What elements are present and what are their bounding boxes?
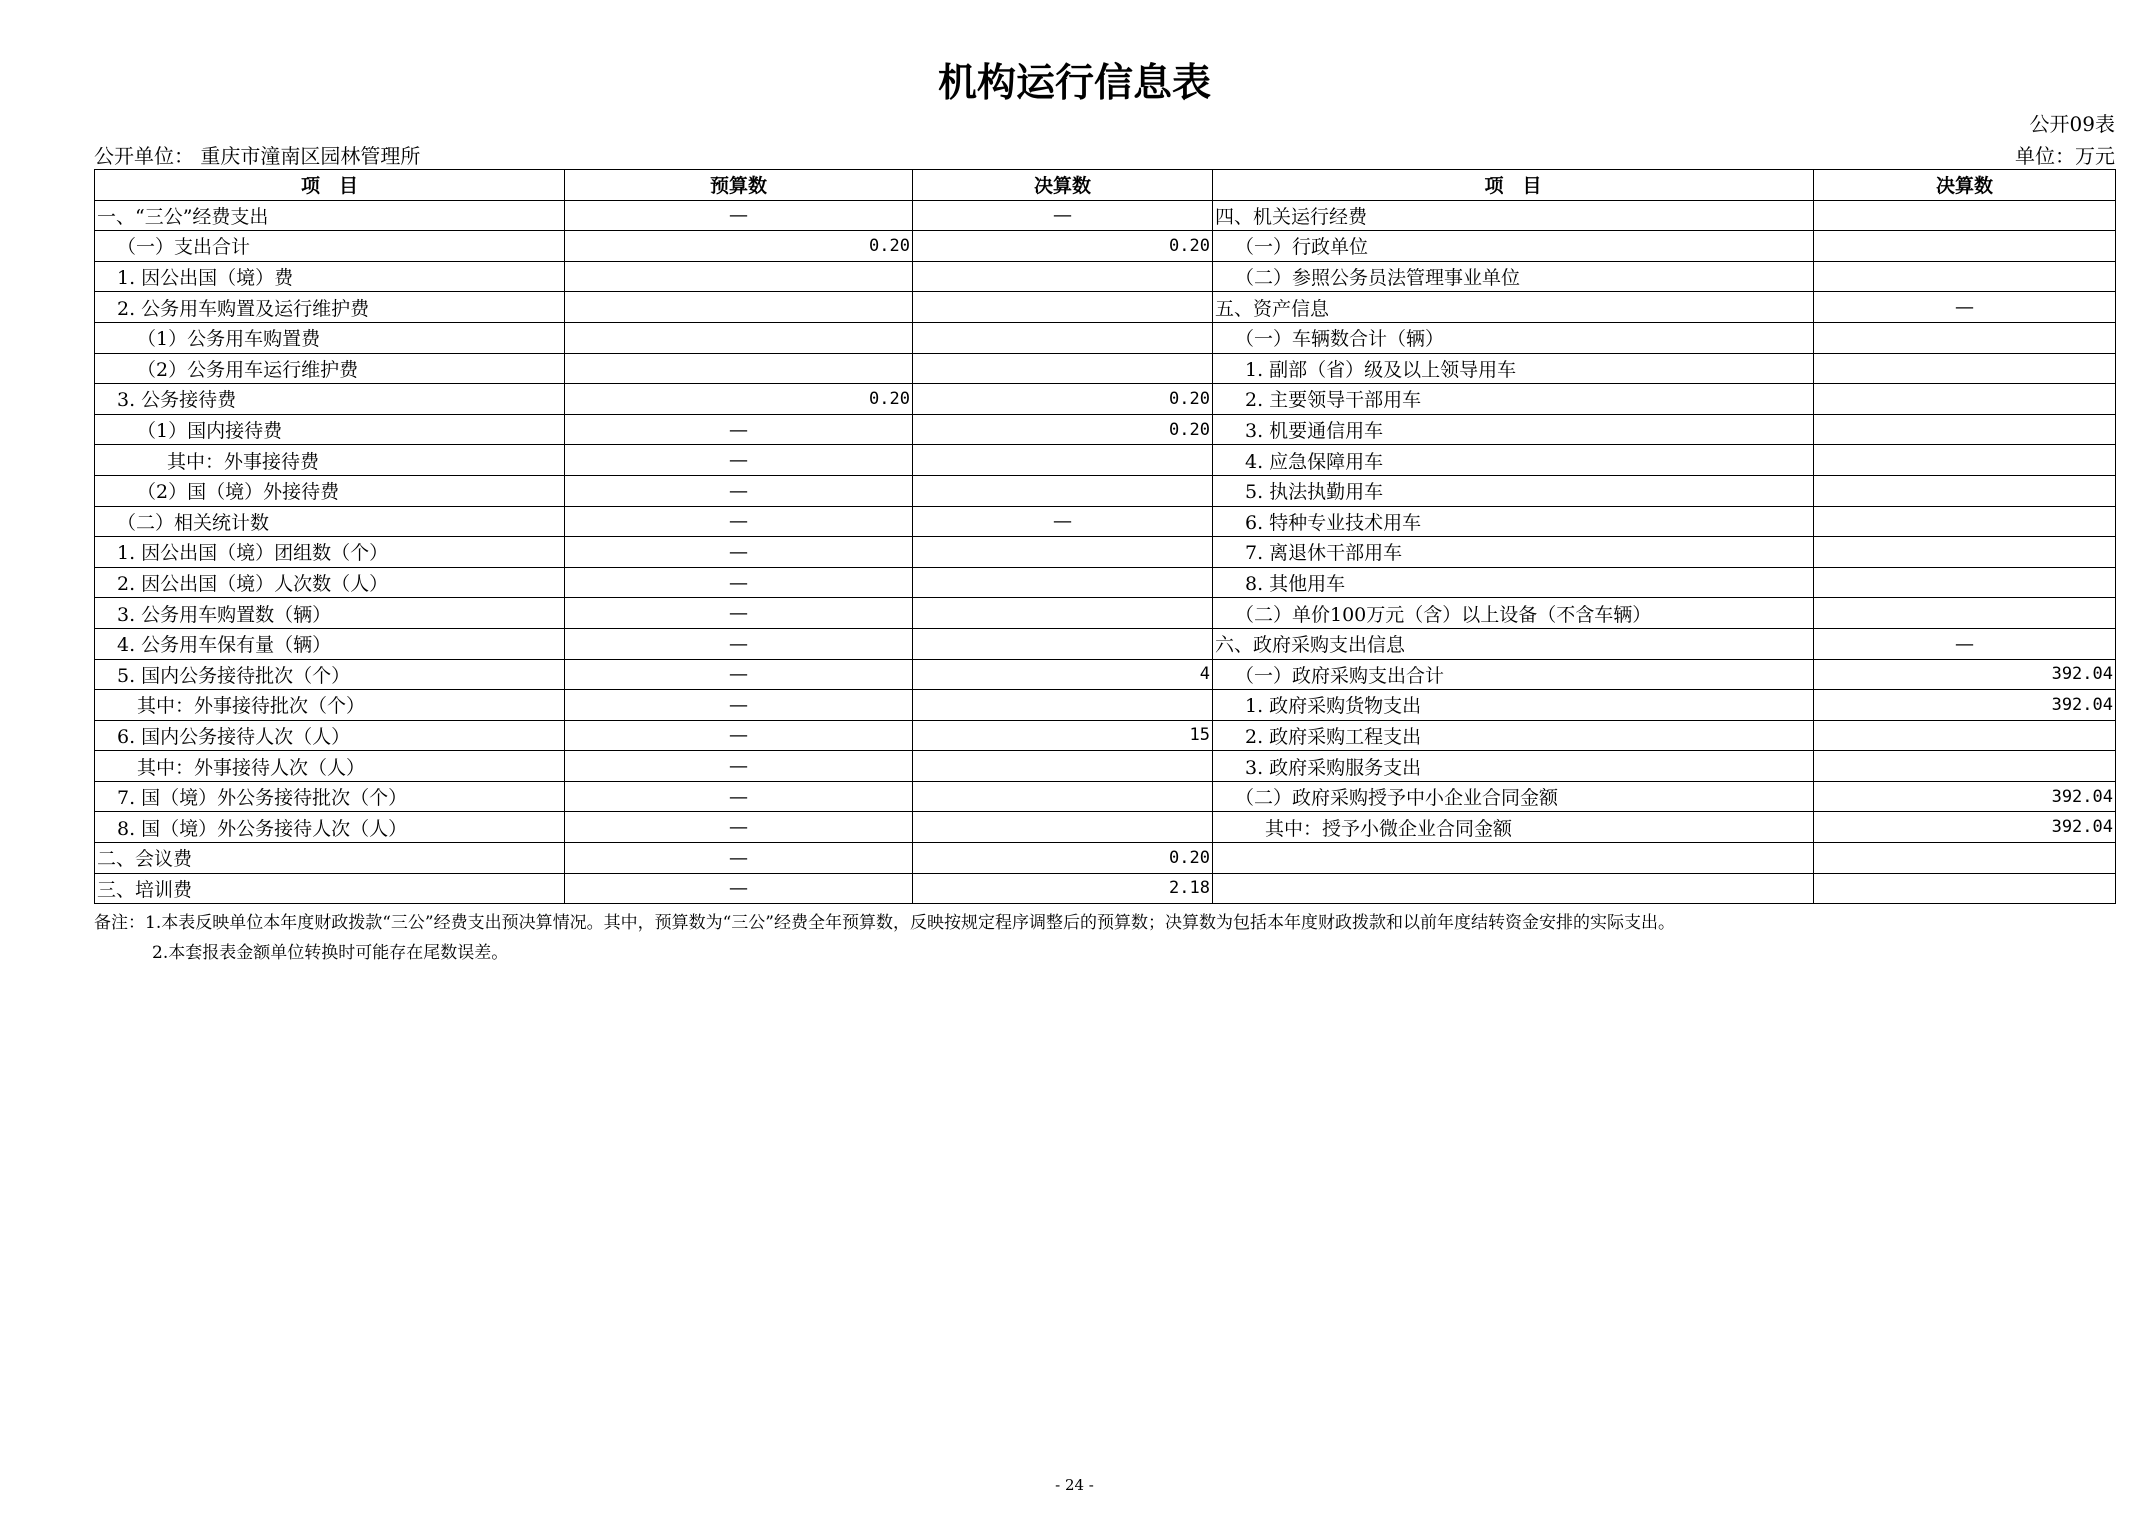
item-left-cell: 5. 国内公务接待批次（个） xyxy=(95,659,565,690)
final-right-cell xyxy=(1814,873,2116,904)
item-right-cell: （二）政府采购授予中小企业合同金额 xyxy=(1213,781,1814,812)
table-row xyxy=(95,353,2116,384)
final-left-cell: — xyxy=(913,506,1213,537)
final-left-cell xyxy=(913,292,1213,323)
budget-cell xyxy=(565,292,913,323)
budget-cell: — xyxy=(565,445,913,476)
final-left-cell: 0.20 xyxy=(913,843,1213,874)
item-left-cell: （2）公务用车运行维护费 xyxy=(95,353,565,384)
budget-cell: 0.20 xyxy=(565,384,913,415)
budget-cell xyxy=(565,322,913,353)
final-left-cell xyxy=(913,445,1213,476)
final-right-cell xyxy=(1814,261,2116,292)
item-right-cell: 7. 离退休干部用车 xyxy=(1213,537,1814,568)
item-left-cell: 1. 因公出国（境）费 xyxy=(95,261,565,292)
final-left-cell: 4 xyxy=(913,659,1213,690)
table-row xyxy=(95,720,2116,751)
item-right-cell: 1. 副部（省）级及以上领导用车 xyxy=(1213,353,1814,384)
final-right-cell xyxy=(1814,231,2116,262)
item-left-cell: 2. 因公出国（境）人次数（人） xyxy=(95,567,565,598)
budget-cell: — xyxy=(565,628,913,659)
item-right-cell xyxy=(1213,873,1814,904)
final-right-cell xyxy=(1814,506,2116,537)
item-right-cell: （一）车辆数合计（辆） xyxy=(1213,322,1814,353)
item-right-cell: 6. 特种专业技术用车 xyxy=(1213,506,1814,537)
budget-cell: — xyxy=(565,537,913,568)
table-row xyxy=(95,659,2116,690)
table-row xyxy=(95,475,2116,506)
table-row xyxy=(95,537,2116,568)
final-left-cell xyxy=(913,567,1213,598)
item-left-cell: （一）支出合计 xyxy=(95,231,565,262)
header-final-right: 决算数 xyxy=(1814,170,2116,201)
item-right-cell: （一）行政单位 xyxy=(1213,231,1814,262)
item-right-cell: （一）政府采购支出合计 xyxy=(1213,659,1814,690)
final-right-cell: 392.04 xyxy=(1814,812,2116,843)
final-left-cell: 2.18 xyxy=(913,873,1213,904)
final-right-cell xyxy=(1814,353,2116,384)
final-left-cell: 0.20 xyxy=(913,231,1213,262)
note-line-2: 2.本套报表金额单位转换时可能存在尾数误差。 xyxy=(152,943,509,963)
final-right-cell xyxy=(1814,567,2116,598)
final-right-cell xyxy=(1814,537,2116,568)
budget-cell: — xyxy=(565,598,913,629)
table-row xyxy=(95,261,2116,292)
final-right-cell xyxy=(1814,445,2116,476)
item-left-cell: （1）国内接待费 xyxy=(95,414,565,445)
budget-cell: — xyxy=(565,659,913,690)
item-right-cell: （二）参照公务员法管理事业单位 xyxy=(1213,261,1814,292)
table-row xyxy=(95,843,2116,874)
item-right-cell: 3. 政府采购服务支出 xyxy=(1213,751,1814,782)
item-right-cell: 五、资产信息 xyxy=(1213,292,1814,323)
final-left-cell xyxy=(913,628,1213,659)
final-left-cell: 15 xyxy=(913,720,1213,751)
table-header-row xyxy=(95,170,2116,201)
final-right-cell xyxy=(1814,843,2116,874)
final-right-cell xyxy=(1814,414,2116,445)
budget-cell: — xyxy=(565,751,913,782)
item-left-cell: （1）公务用车购置费 xyxy=(95,322,565,353)
item-left-cell: 2. 公务用车购置及运行维护费 xyxy=(95,292,565,323)
table-row xyxy=(95,384,2116,415)
final-left-cell xyxy=(913,322,1213,353)
table-row xyxy=(95,200,2116,231)
item-left-cell: 三、培训费 xyxy=(95,873,565,904)
final-right-cell: 392.04 xyxy=(1814,659,2116,690)
item-left-cell: 6. 国内公务接待人次（人） xyxy=(95,720,565,751)
item-left-cell: 其中：外事接待费 xyxy=(95,445,565,476)
item-left-cell: （二）相关统计数 xyxy=(95,506,565,537)
final-left-cell: 0.20 xyxy=(913,384,1213,415)
reporting-unit: 公开单位： 重庆市潼南区园林管理所 xyxy=(94,144,421,168)
final-right-cell xyxy=(1814,384,2116,415)
table-row xyxy=(95,445,2116,476)
item-left-cell: 7. 国（境）外公务接待批次（个） xyxy=(95,781,565,812)
item-right-cell: 4. 应急保障用车 xyxy=(1213,445,1814,476)
final-left-cell xyxy=(913,751,1213,782)
info-table xyxy=(94,169,2116,904)
final-right-cell: — xyxy=(1814,628,2116,659)
item-left-cell: 4. 公务用车保有量（辆） xyxy=(95,628,565,659)
note-line-1: 备注：1.本表反映单位本年度财政拨款“三公”经费支出预决算情况。其中，预算数为“三公”经费全年预算数，反映按规定程序调整后的预算数；决算数为包括本年度财政拨款和以前年度结转资金安排的实际支出。 xyxy=(94,913,1675,933)
item-left-cell: 一、“三公”经费支出 xyxy=(95,200,565,231)
final-left-cell xyxy=(913,690,1213,721)
final-right-cell xyxy=(1814,598,2116,629)
final-left-cell xyxy=(913,475,1213,506)
page-title: 机构运行信息表 xyxy=(937,61,1211,106)
budget-cell: — xyxy=(565,414,913,445)
item-left-cell: 其中：外事接待人次（人） xyxy=(95,751,565,782)
header-item-left: 项 目 xyxy=(95,170,565,201)
final-right-cell xyxy=(1814,751,2116,782)
item-right-cell: 8. 其他用车 xyxy=(1213,567,1814,598)
item-left-cell: 二、会议费 xyxy=(95,843,565,874)
item-right-cell: 3. 机要通信用车 xyxy=(1213,414,1814,445)
final-right-cell: 392.04 xyxy=(1814,690,2116,721)
final-right-cell xyxy=(1814,200,2116,231)
table-row xyxy=(95,567,2116,598)
budget-cell: — xyxy=(565,475,913,506)
table-row xyxy=(95,812,2116,843)
final-left-cell xyxy=(913,598,1213,629)
final-right-cell xyxy=(1814,475,2116,506)
budget-cell: 0.20 xyxy=(565,231,913,262)
final-right-cell xyxy=(1814,322,2116,353)
final-right-cell: — xyxy=(1814,292,2116,323)
item-left-cell: 其中：外事接待批次（个） xyxy=(95,690,565,721)
table-row xyxy=(95,781,2116,812)
table-row xyxy=(95,690,2116,721)
final-right-cell xyxy=(1814,720,2116,751)
page-number: - 24 - xyxy=(1055,1476,1094,1494)
item-right-cell: 2. 政府采购工程支出 xyxy=(1213,720,1814,751)
table-row xyxy=(95,598,2116,629)
table-row xyxy=(95,292,2116,323)
item-right-cell: 2. 主要领导干部用车 xyxy=(1213,384,1814,415)
item-left-cell: 1. 因公出国（境）团组数（个） xyxy=(95,537,565,568)
table-row xyxy=(95,506,2116,537)
header-final-left: 决算数 xyxy=(913,170,1213,201)
money-unit: 单位：万元 xyxy=(2015,144,2115,168)
item-right-cell: 其中：授予小微企业合同金额 xyxy=(1213,812,1814,843)
item-left-cell: 8. 国（境）外公务接待人次（人） xyxy=(95,812,565,843)
budget-cell: — xyxy=(565,690,913,721)
item-right-cell: 四、机关运行经费 xyxy=(1213,200,1814,231)
final-left-cell xyxy=(913,537,1213,568)
table-row xyxy=(95,414,2116,445)
budget-cell: — xyxy=(565,781,913,812)
table-row xyxy=(95,873,2116,904)
final-left-cell: 0.20 xyxy=(913,414,1213,445)
item-right-cell: 5. 执法执勤用车 xyxy=(1213,475,1814,506)
item-left-cell: 3. 公务接待费 xyxy=(95,384,565,415)
budget-cell: — xyxy=(565,873,913,904)
budget-cell: — xyxy=(565,812,913,843)
item-right-cell: 1. 政府采购货物支出 xyxy=(1213,690,1814,721)
table-row xyxy=(95,751,2116,782)
table-row xyxy=(95,628,2116,659)
budget-cell: — xyxy=(565,843,913,874)
item-right-cell: （二）单价100万元（含）以上设备（不含车辆） xyxy=(1213,598,1814,629)
item-left-cell: 3. 公务用车购置数（辆） xyxy=(95,598,565,629)
table-row xyxy=(95,231,2116,262)
item-left-cell: （2）国（境）外接待费 xyxy=(95,475,565,506)
final-left-cell xyxy=(913,261,1213,292)
budget-cell: — xyxy=(565,720,913,751)
item-right-cell xyxy=(1213,843,1814,874)
final-left-cell xyxy=(913,812,1213,843)
budget-cell xyxy=(565,353,913,384)
form-number: 公开09表 xyxy=(2029,112,2115,136)
header-budget: 预算数 xyxy=(565,170,913,201)
final-left-cell: — xyxy=(913,200,1213,231)
budget-cell: — xyxy=(565,506,913,537)
final-right-cell: 392.04 xyxy=(1814,781,2116,812)
budget-cell: — xyxy=(565,567,913,598)
table-row xyxy=(95,322,2116,353)
budget-cell xyxy=(565,261,913,292)
table-body xyxy=(95,200,2116,904)
budget-cell: — xyxy=(565,200,913,231)
item-right-cell: 六、政府采购支出信息 xyxy=(1213,628,1814,659)
final-left-cell xyxy=(913,781,1213,812)
header-item-right: 项 目 xyxy=(1213,170,1814,201)
final-left-cell xyxy=(913,353,1213,384)
